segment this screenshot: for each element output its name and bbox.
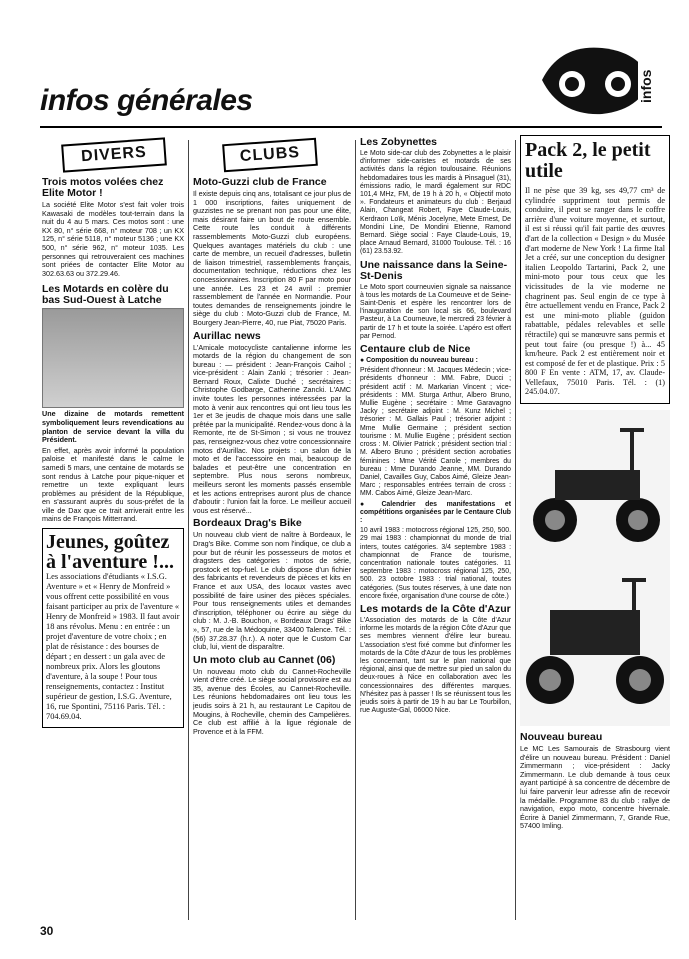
c2-title: Une naissance dans la Seine-St-Denis: [360, 258, 508, 282]
a2-title: Les Motards en colère du bas Sud-Ouest à Latche: [42, 283, 169, 307]
column-3: [360, 135, 511, 925]
header-rule: [40, 126, 662, 128]
a1-body: La société Elite Motor s'est fait voler trois Kawasaki de modèles tout-terrain dans la nuit du 4 au 5 mars. Ces motos sont : une KX 80, n° série 668, n° moteur 708 ; un KX 125, n° série 5118, n° moteur 5136 ; une KX 500, n° série 962, n° moteur 1035. Les personnes qui retrouveraient ces machines sont priées de contacter Elite Motor au 302.63.63 ou 372.29.46.: [42, 200, 184, 278]
page-number: 30: [40, 924, 54, 938]
d1-body: Il ne pèse que 39 kg, ses 49,77 cm³ de cylindrée suppriment tout permis de conduire, il peut se ranger dans le coffre arrière d'une voiture moyenne, et surtout, il est si réussi qu'il fait partie des œuvres d'art de la collection « Design » du Musée d'art moderne de New York ! La firme Ital Jet a créé, sur une conception du designer italien Leopoldo Tartarini, Pack 2, une mini-moto pour tous ceux que les vicissitudes de la vie moderne ne chagrinent pas. Seul engin de ce type à être actuellement vendu en France, Pack 2 est une mini-moto pliable (guidon rabattable, pédales relevables et selle rétractile) qui se manœuvre sans permis et peut tout faire (ou presque !) à... 45 km/heure. Pack 2 est entièrement noir et est composé de fer et de plastique. Prix : 5 800 F En vente : ATM, 17, av. Claude-Vellefaux, 75010 Paris. Tél. : (1) 245.04.07.: [525, 186, 665, 397]
b4-title: Un moto club au Cannet (06): [193, 653, 336, 666]
b3-body: Un nouveau club vient de naître à Bordeaux, le Drag's Bike. Comme son nom l'indique, ce club a pour but de réunir les possesseurs de motos et dragsters des catégories : motos de série, prostock et top-fuel. Le club dispose d'un fichier des fabricants et revendeurs de pièces et kits en France et aux USA, des locaux vastes avec possibilité de faire usiner des pièces spéciales. Pour tous renseignements utiles et demandes d'inscription, téléphoner ou écrire au siège du club : M. J.-B. Bouchon, « Bordeaux Drags' Bike », 57, rue de la Médoquine, 33400 Talence. Tél. : (56) 37.28.37 (h.r.). A noter que le Custom Car club, lui, vient de disparaître.: [193, 530, 351, 652]
divers-tag: DIVERS: [61, 137, 167, 172]
c1-title: Les Zobynettes: [360, 136, 438, 148]
logo-text: infos: [638, 56, 668, 116]
column-2: [193, 135, 351, 925]
b3-title: Bordeaux Drag's Bike: [193, 517, 302, 530]
divider-2: [355, 140, 356, 920]
header-title: infos générales: [40, 84, 253, 117]
c4-title: Les motards de la Côte d'Azur: [360, 602, 511, 615]
clubs-tag: CLUBS: [222, 138, 318, 172]
c3-title: Centaure club de Nice: [360, 343, 471, 356]
c3-sub2: ● Calendrier des manifestations et compétitions organisées par le Centaure Club :: [360, 500, 511, 524]
c3-body2: 10 avril 1983 : motocross régional 125, 250, 500. 29 mai 1983 : championnat du monde de trial inters, toutes catégories. 3/4 septembre 1983 : championnat de France de tourisme, concentration nationale toutes catégories. 11 septembre 1983 : motocross régional 125, 250, 500. 23 octobre 1983 : trial national, toutes catégories. (Sus toutes réserves, à une date non encore fixée, organisation d'une course de côte.): [360, 527, 511, 600]
header-logo: [540, 40, 665, 120]
c4-body: L'Association des motards de la Côte d'Azur informe les motards de la région Côte d'Azur que ses membres viennent d'élire leur bureau. L'association s'est fixé comme but d'informer les motards de la Côte d'Azur de tous les problèmes les concernant, tant sur le plan national que régional, ainsi que de mettre sur pied un salon du deux-roues à Nice en collaboration avec les concessionnaires des différentes marques. N'hésitez pas à passer ! Ils se réunissent tous les jeudis soirs à partir de 19 h au bar Le Tourbillon, rue Auguste-Gal, 06000 Nice.: [360, 616, 511, 715]
a3-box: [42, 528, 184, 728]
pack2-box: [520, 135, 670, 404]
a3-title: Jeunes, goûtez à l'aventure !...: [46, 531, 174, 574]
motards-photo: [42, 308, 184, 408]
c2-body: Le Moto sport courneuvien signale sa naissance à tous les motards de La Courneuve et de Seine-Saint-Denis et espère les rencontrer lors de l'inauguration de son local sis 66, boulevard Pasteur, à La Courneuve, le mercredi 23 février à partir de 17 h et toute la soirée. L'apéro est offert par Pernod.: [360, 283, 511, 340]
b4-body: Un nouveau moto club du Cannet-Rocheville vient d'être créé. Le siège social provisoire est au 35, avenue des Écoles, au Cannet-Rocheville. Les réunions hebdomadaires ont lieu tous les jeudis soirs à 21 h, au restaurant Le Capitou de Mougins, à Rocheville, chemin des Campelières. Ce club est affilié à la ligue régionale de Provence et à la FFM.: [193, 666, 351, 736]
d1-title: Pack 2, le petit utile: [525, 139, 651, 182]
a3-body: Les associations d'étudiants « I.S.G. Aventure » et « Henry de Monfreid » vous offrent cette possibilité en vous faisant participer au prix de l'aventure « Henry de Monfreid » 1983. Il faut avoir 18 ans révolus. Menu : en entrée : un projet d'aventure de votre choix ; en plat de résistance : des bourses de départ ; en dessert : un gala avec de nombreux prix. Alors les gloutons d'aventure, à la soupe ! Pour tous renseignements, contactez : Institut supérieur de gestion, I.S.G. Aventure, 16, rue Spontini, 75116 Paris. Tél. : 704.69.04.: [46, 572, 180, 722]
b2-title: Aurillac news: [193, 329, 261, 342]
c3-body1: Président d'honneur : M. Jacques Médecin ; vice-présidents d'honneur : MM. Fabre, Ducci ; président actif : M. Markarian Vincent ; vice-présidents : MM. Sturga Arthur, Albero Bruno, Mullie Eugène ; secrétaire : Mme Garavagno Jacky ; secrétaire adjoint : M. Kunz Michel ; trésorier : M. Gallais Paul ; trésorier adjoint : Mme Mullie Germaine ; président section tourisme : M. Mullie Eugène ; président section cross : M. Olivier Patrick ; président section trial : M. Albero Bruno ; président section acrobaties féminines : Mme Vérité Carole ; membres du bureau : Mme Durando Jeanne, MM. Durando Daniel, Cavailles Guy, Cabos Aimé, Gleize Jean-Marc ; responsables entrées terrain de cross : MM. Cabos Aimé, Gleize Jean-Marc.: [360, 367, 511, 498]
a2-body: En effet, après avoir informé la population paloise et manifesté dans le calme le samedi 5 mars, une centaine de motards se sont rendus à Latche pour pique-niquer et remettre un texte expliquant leurs problèmes au président de la République, en s'assurant auprès du sous-préfet de la ville de Dax que ce trait arriverait entre les mains de François Mitterrand.: [42, 445, 184, 524]
a2-caption: Une dizaine de motards remettent symboliquement leurs revendications au planton de service devant la villa du Président.: [42, 409, 184, 445]
mini-moto-illustration-icon: [520, 410, 670, 726]
b1-body: Il existe depuis cinq ans, totalisant ce jour plus de 1 000 inscriptions, faites uniquement de guzzistes ne se prenant non pas pour une élite, mais désirant faire un bout de route ensemble. Cette route les conduit à différents rassemblements Moto-Guzzi club européens. Quelques avantages matériels du club : une carte de membre, un recueil d'adresses, bulletin de liaison trimestriel, rassemblements français, documentation technique, réductions chez les concessionnaires. Inscription 80 F par moto pour une année. Les 23 et 24 avril : premier rassemblement de l'année en Normandie. Pour toutes demandes de renseignements joindre le siège du club : Moto-Guzzi club de France, M. Bourgery Jean-Pierre, 40, rue Piat, 75020 Paris.: [193, 189, 351, 327]
c1-body: Le Moto side-car club des Zobynettes a le plaisir d'informer side-caristes et motards de ses activités dans la région toulousaine. Réunions hebdomadaires tous les mardis à Pinsaguel (31), émissions radio, le mardi également sur RDC 101,4 MHz, FM, de 19 h à 20 h, « Objectif moto ». Fondateurs et animateurs du club : Berjaud Alain, Changeat Robert, Faye Claude-Louis, Kerdraon Loïk, Ménis Jocelyne, Mete Ernest, De Mondini Line, De Mondini Etienne, Ramond Bernard. Siège social : Faye Claude-Louis, 19, place Arnaud Bernard, 31000 Toulouse. Tél. : 16 (61) 23.53.92.: [360, 150, 511, 256]
d2-title: Nouveau bureau: [520, 731, 603, 744]
a1-title: Trois motos volées chez Elite Motor !: [42, 176, 164, 199]
column-1: [42, 135, 184, 925]
b1-title: Moto-Guzzi club de France: [193, 176, 327, 188]
divider-3: [515, 140, 516, 920]
d2-body: Le MC Les Samourais de Strasbourg vient d'élire un nouveau bureau. Président : Daniel Zimmermann ; vice-président : Jacky Zimmermann. Le club demande à tous ceux ayant participé à sa concentre de décembre de lui faire parvenir leur adresse afin de recevoir la médaille. Programme 83 du club : rallye de navigation, expo moto, concentre hivernale. Écrire à Daniel Zimmermann, 7, Grande Rue, 57400 Imling.: [520, 744, 670, 831]
column-4: [520, 135, 670, 925]
c3-sub1: ● Composition du nouveau bureau :: [360, 357, 478, 365]
mini-moto-photo: [520, 410, 670, 726]
b2-body: L'Amicale motocycliste cantalienne informe les motards de la région du changement de son bureau : — président : Jean-François Caihol ; vice-président : Alain Zanki ; trésorier : Jean-Bernard Roux, Calixte Duché ; secrétaires : Christophe Godbarge, Catherine Zancki. L'AMC invite toutes les personnes intéressées par la moto à venir aux rencontres qui ont lieu tous les 1er et 3e jeudis de chaque mois dans une salle prêtée par la municipalité. Rendez-vous donc à la Remonte, rte de St-Simon ; si vous ne trouvez pas, renseignez-vous chez votre concessionnaire motos d'Aurillac. Nos projets : un salon de la moto et de l'accessoire en mai, beaucoup de balades et peut-être une concentration en septembre. Plus nous serons nombreux, meilleurs seront les moments passés ensemble et les actions entreprises auront plus de chance d'aboutir : l'union fait la force. Le meilleur accueil vous est réservé...: [193, 342, 351, 515]
divider-1: [188, 140, 189, 920]
